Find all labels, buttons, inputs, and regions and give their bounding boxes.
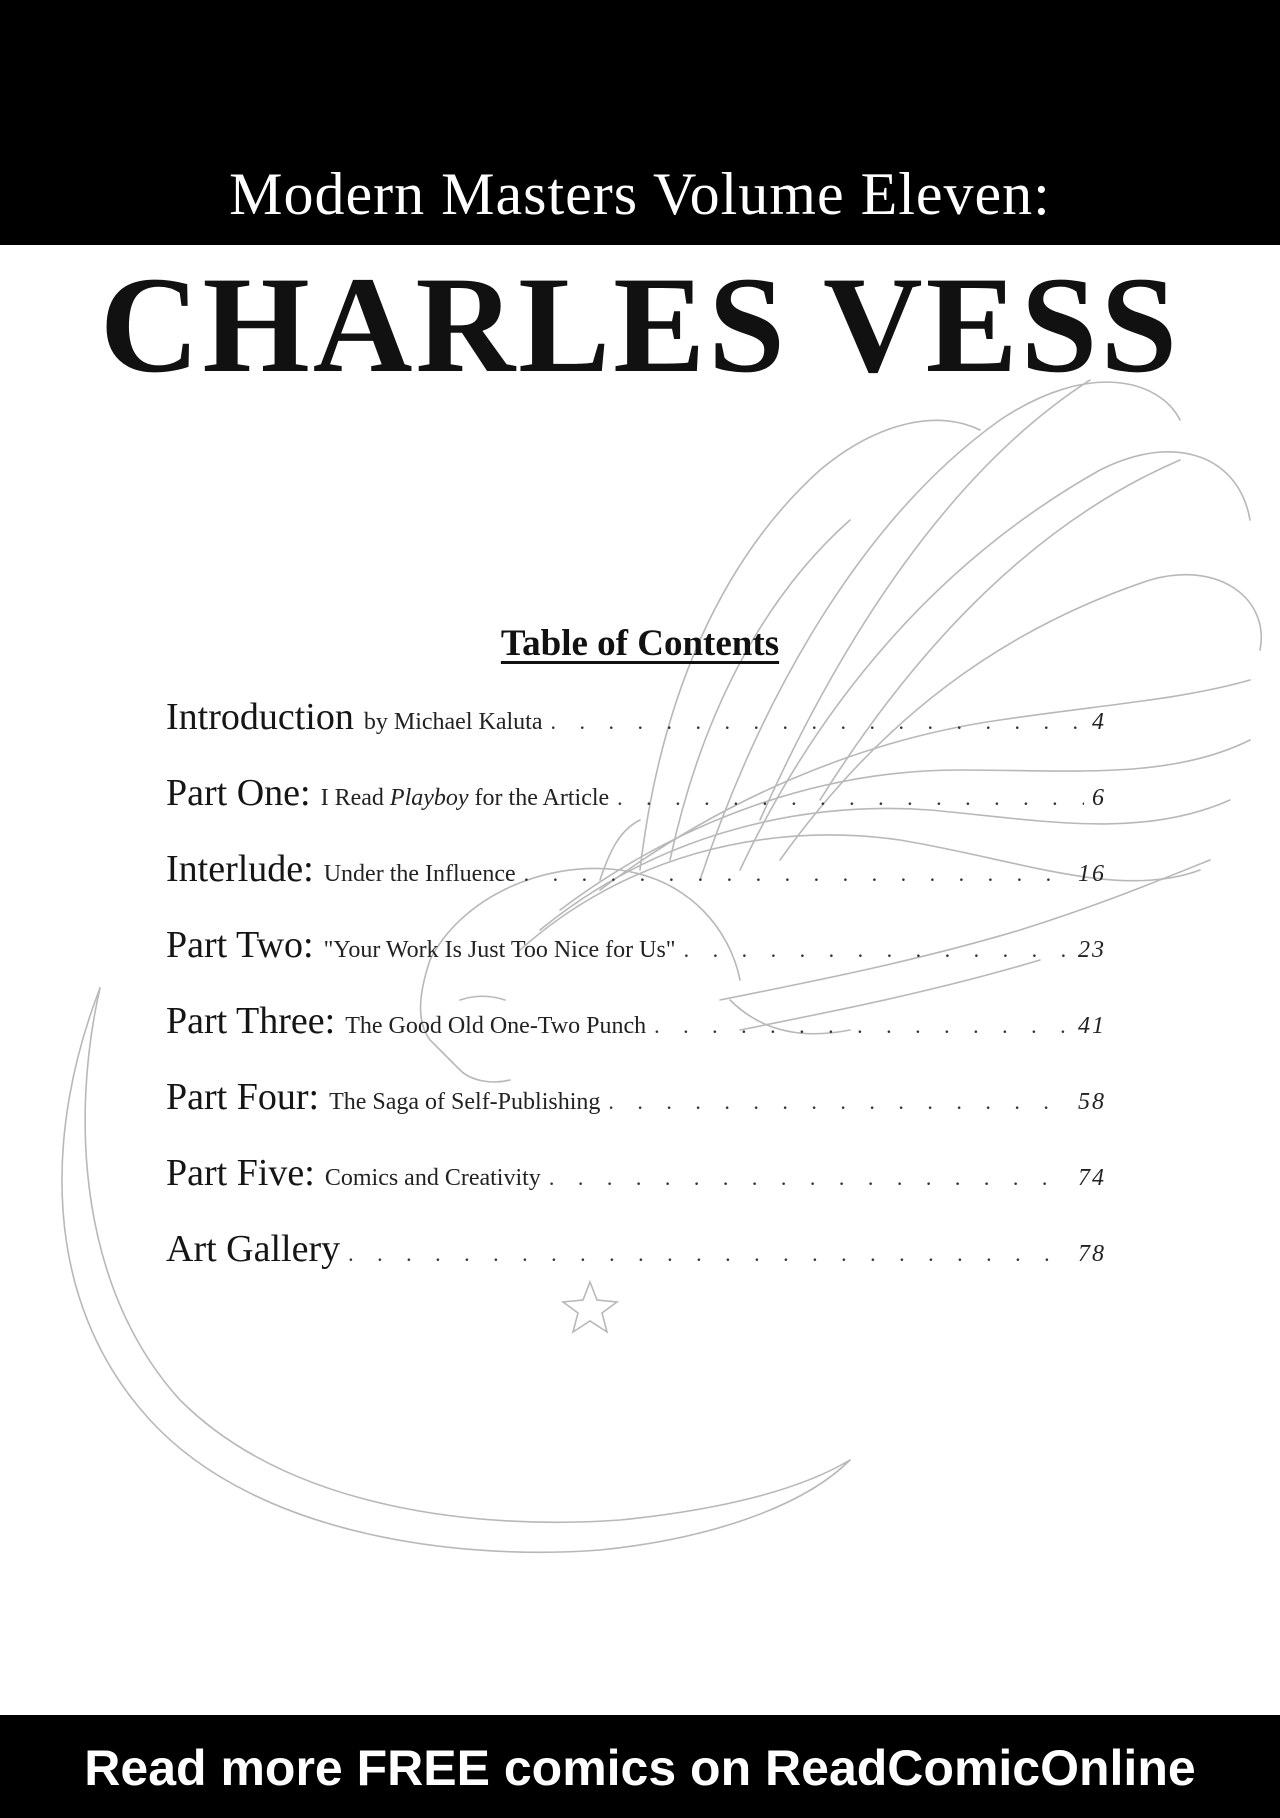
- toc-entry-page: 6: [1092, 785, 1106, 811]
- toc-entry-interlude: [166, 847, 1106, 923]
- table-of-contents: [166, 695, 1106, 1303]
- promo-banner-text[interactable]: Read more FREE comics on ReadComicOnline: [84, 1740, 1196, 1796]
- main-title: CHARLES VESS: [99, 248, 1181, 401]
- toc-entry-page: 78: [1078, 1241, 1106, 1267]
- toc-entry-colon: :: [303, 924, 314, 966]
- toc-entry-part-one: [166, 771, 1106, 847]
- toc-entry-page: 23: [1078, 937, 1106, 963]
- toc-dot-leader: [608, 1089, 1070, 1115]
- toc-entry-colon: :: [304, 1152, 315, 1194]
- toc-heading: Table of Contents: [500, 623, 780, 664]
- toc-entry-label: Part Two: [166, 924, 304, 966]
- toc-entry-subtitle: The Saga of Self-Publishing: [329, 1089, 601, 1115]
- toc-entry-label: Part Four: [166, 1076, 309, 1118]
- toc-dot-leader: [524, 861, 1070, 887]
- toc-dot-leader: [549, 1165, 1070, 1191]
- toc-entry-subtitle: Under the Influence: [323, 861, 516, 887]
- toc-entry-label: Part Five: [166, 1152, 305, 1194]
- toc-entry-label: Art Gallery: [166, 1228, 341, 1270]
- toc-entry-part-five: [166, 1151, 1106, 1227]
- toc-entry-introduction: [166, 695, 1106, 771]
- toc-entry-label: Part One: [166, 772, 301, 814]
- toc-entry-subtitle: Comics and Creativity: [324, 1165, 541, 1191]
- toc-entry-page: 41: [1078, 1013, 1106, 1039]
- toc-entry-page: 58: [1078, 1089, 1106, 1115]
- series-title: Modern Masters Volume Eleven:: [229, 161, 1051, 227]
- toc-dot-leader: [684, 937, 1070, 963]
- toc-entry-art-gallery: [166, 1227, 1106, 1303]
- toc-entry-label: Interlude: [166, 848, 304, 890]
- toc-entry-part-three: [166, 999, 1106, 1075]
- toc-entry-part-four: [166, 1075, 1106, 1151]
- toc-entry-label: Part Three: [166, 1000, 325, 1042]
- promo-banner[interactable]: [0, 1715, 1280, 1818]
- toc-entry-subtitle: I Read Playboy for the Article: [320, 785, 610, 811]
- toc-dot-leader: [654, 1013, 1070, 1039]
- toc-entry-part-two: [166, 923, 1106, 999]
- toc-entry-subtitle: by Michael Kaluta: [363, 709, 543, 735]
- toc-entry-subtitle: The Good Old One-Two Punch: [345, 1013, 647, 1039]
- toc-entry-page: 4: [1092, 709, 1106, 735]
- toc-entry-colon: :: [308, 1076, 320, 1118]
- toc-entry-label: Introduction: [166, 696, 354, 738]
- toc-entry-page: 74: [1078, 1165, 1106, 1191]
- toc-entry-colon: :: [300, 772, 311, 814]
- toc-dot-leader: [617, 785, 1084, 811]
- toc-dot-leader: [348, 1241, 1070, 1267]
- toc-entry-page: 16: [1078, 861, 1106, 887]
- toc-entry-colon: :: [324, 1000, 336, 1042]
- toc-entry-colon: :: [303, 848, 314, 890]
- toc-dot-leader: [550, 709, 1084, 735]
- toc-entry-subtitle: "Your Work Is Just Too Nice for Us": [323, 937, 676, 963]
